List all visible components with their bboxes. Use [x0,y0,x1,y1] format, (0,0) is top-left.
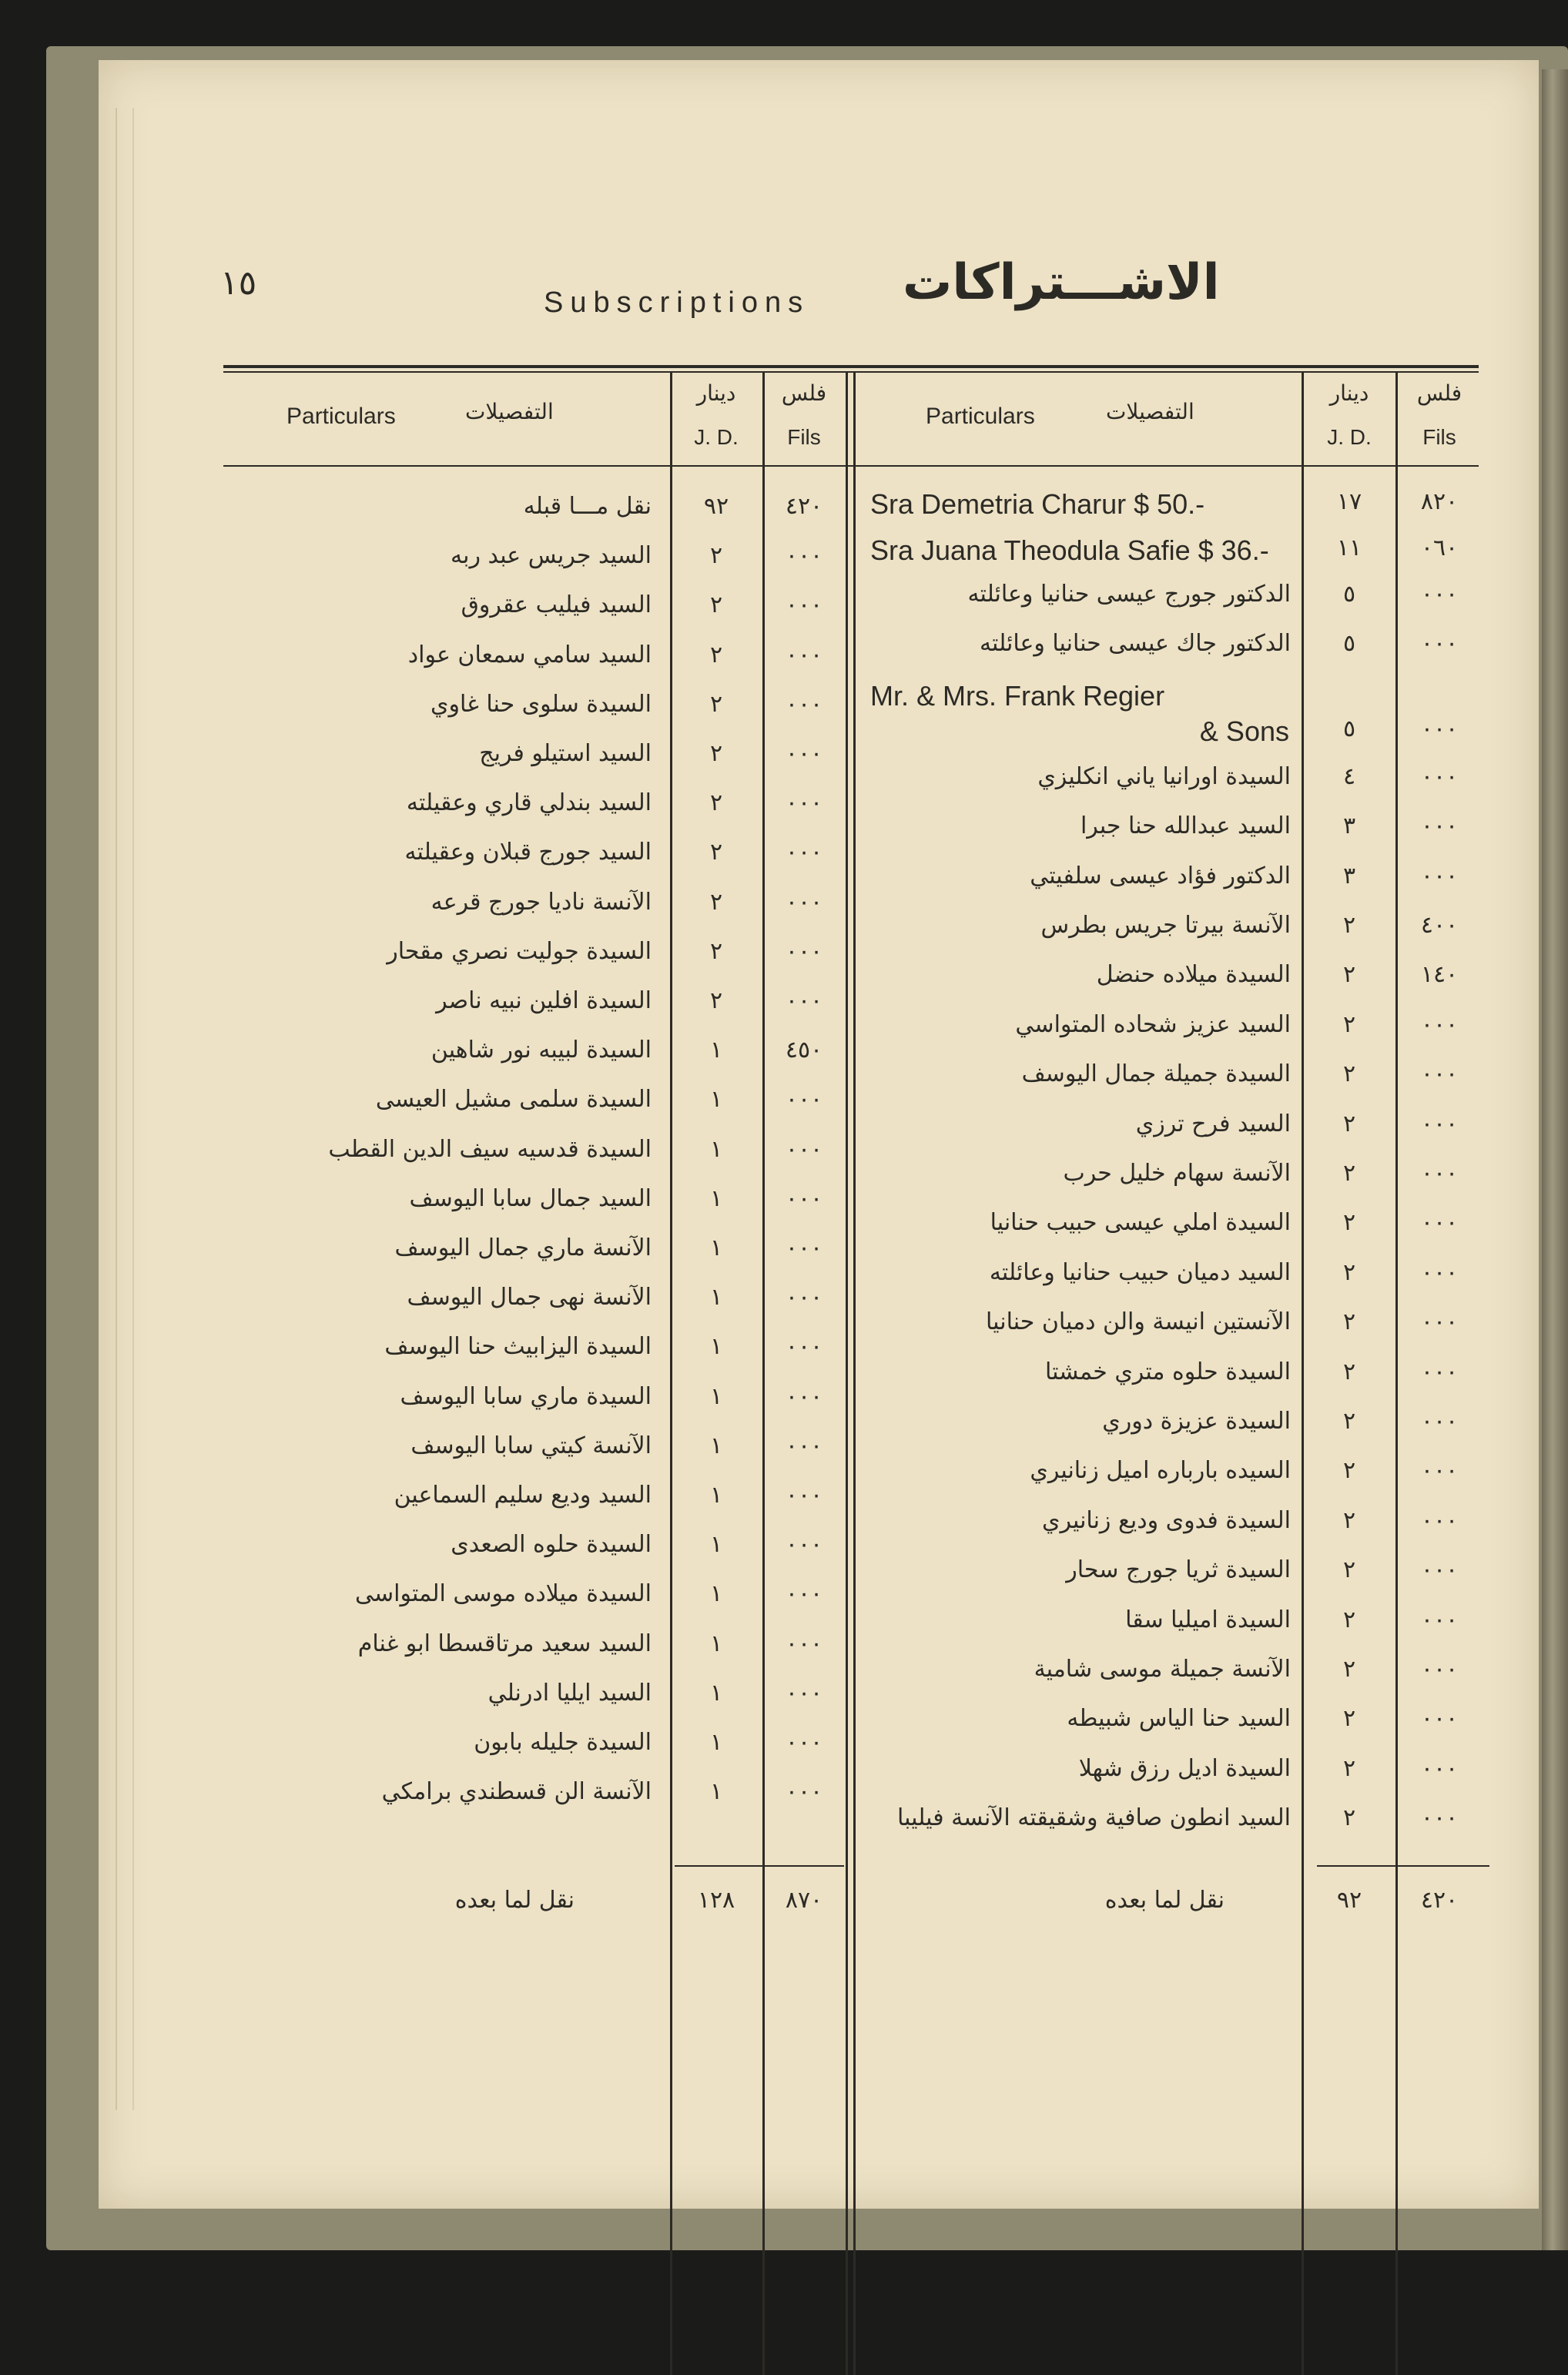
left-row-name: السيدة سلوى حنا غاوي [431,690,652,718]
right-row-dinar: ٢ [1342,961,1356,989]
right-row-name: Sra Juana Theodula Safie $ 36.- [870,534,1269,566]
left-row-dinar: ١ [709,1037,723,1064]
left-row-fils: ٠٠٠ [785,1778,823,1806]
right-row-dinar: ٢ [1342,1804,1356,1832]
left-total-dinar: ١٢٨ [697,1887,735,1914]
left-row-name: الآنسة نهى جمال اليوسف [407,1284,652,1311]
right-row-fils: ٠٠٠ [1420,1754,1459,1782]
left-row-dinar: ٢ [709,987,723,1014]
left-row-name: السيدة سلمى مشيل العيسى [375,1086,652,1114]
left-row-fils: ٠٠٠ [785,1482,823,1509]
left-row-dinar: ١ [709,1234,723,1261]
left-row-name: السيد سعيد مرتاقسطا ابو غنام [357,1630,652,1657]
left-row-fils: ٠٠٠ [785,1135,823,1163]
left-row-dinar: ١ [709,1184,723,1212]
right-row-fils: ٠٠٠ [1420,1209,1459,1237]
right-row-name: السيدة عزيزة دوري [1102,1408,1291,1435]
right-row-name: الآنسة جميلة موسى شامية [1034,1656,1291,1683]
left-row-dinar: ٢ [709,740,723,767]
right-row-dinar: ٢ [1342,1060,1356,1088]
right-row-name: السيد عبدالله حنا جبرا [1080,812,1291,840]
right-row-name: السيد فرح ترزي [1135,1110,1291,1137]
right-row-name: الدكتور فؤاد عيسى سلفيتي [1030,862,1291,889]
right-row-dinar: ٢ [1342,1308,1356,1336]
right-row-fils: ٠٠٠ [1420,1705,1459,1733]
left-row-name: السيدة ماري سابا اليوسف [400,1382,652,1410]
right-row-fils: ٠٦٠ [1420,534,1459,561]
left-carry-forward-label: نقل لما بعده [454,1887,575,1914]
right-row-name-cont: & Sons [1199,715,1289,747]
left-row-name: نقل مـــا قبله [523,493,652,520]
left-row-fils: ٠٠٠ [785,1086,823,1114]
left-row-name: الآنسة ناديا جورج قرعه [431,888,652,916]
right-row-dinar: ٢ [1342,1656,1356,1683]
left-row-name: السيد بندلي قاري وعقيلته [406,789,652,817]
right-row-fils: ٠٠٠ [1420,1804,1459,1832]
left-row-fils: ٠٠٠ [785,1580,823,1608]
left-row-fils: ٠٠٠ [785,1333,823,1361]
right-row-name: السيدة جميلة جمال اليوسف [1021,1060,1291,1088]
left-row-fils: ٠٠٠ [785,1679,823,1707]
left-row-dinar: ١ [709,1382,723,1410]
right-row-dinar: ٥ [1342,715,1356,742]
left-row-name: السيد جورج قبلان وعقيلته [404,839,652,866]
right-row-fils: ٠٠٠ [1420,1656,1459,1683]
left-row-fils: ٠٠٠ [785,1630,823,1657]
left-row-fils: ٠٠٠ [785,591,823,619]
left-row-dinar: ١ [709,1778,723,1806]
right-row-fils: ٠٠٠ [1420,630,1459,658]
right-row-name: الآنسة بيرتا جريس بطرس [1040,912,1291,939]
left-row-name: السيد ايليا ادرنلي [487,1679,652,1707]
left-row-fils: ٠٠٠ [785,937,823,965]
right-total-dinar: ٩٢ [1336,1887,1362,1914]
right-header-particulars-ar: التفصيلات [1106,399,1194,424]
right-row-name: السيد دميان حبيب حنانيا وعائلته [989,1258,1291,1286]
left-row-dinar: ٢ [709,888,723,916]
right-row-fils: ٠٠٠ [1420,862,1459,889]
left-row-dinar: ٢ [709,542,723,570]
left-header-jd: J. D. [694,425,739,449]
right-row-name: السيد حنا الياس شبيطه [1067,1705,1291,1733]
right-header-dinar-ar: دينار [1329,380,1369,406]
left-row-dinar: ١ [709,1531,723,1559]
left-row-name: السيدة جوليت نصري مقحار [387,937,652,965]
right-row-dinar: ٢ [1342,1209,1356,1237]
left-row-fils: ٠٠٠ [785,1432,823,1459]
left-row-name: السيدة قدسيه سيف الدين القطب [328,1135,652,1163]
right-row-name: السيد عزيز شحاده المتواسي [1015,1010,1291,1038]
right-row-dinar: ١١ [1336,534,1362,561]
left-row-fils: ٠٠٠ [785,987,823,1014]
title-english: Subscriptions [544,286,810,319]
left-total-rule [675,1865,844,1867]
left-row-dinar: ١ [709,1580,723,1608]
right-row-fils: ٠٠٠ [1420,581,1459,608]
right-row-dinar: ٣ [1342,862,1356,889]
right-row-name: السيده بارباره اميل زنانيري [1030,1457,1291,1485]
right-row-dinar: ٤ [1342,762,1356,790]
left-col-divider-2 [762,373,765,2375]
left-row-fils: ٠٠٠ [785,1234,823,1261]
left-row-fils: ٠٠٠ [785,740,823,767]
right-row-fils: ١٤٠ [1420,961,1459,989]
right-row-fils: ٠٠٠ [1420,1110,1459,1137]
left-row-fils: ٤٢٠ [785,493,823,520]
left-row-name: السيد استيلو فريج [479,740,652,767]
right-row-name: Mr. & Mrs. Frank Regier [870,679,1165,712]
left-row-dinar: ١ [709,1432,723,1459]
right-row-dinar: ١٧ [1336,488,1362,515]
right-row-dinar: ٢ [1342,1457,1356,1485]
left-row-name: السيد جمال سابا اليوسف [409,1184,652,1212]
right-header-jd: J. D. [1327,425,1372,449]
right-row-dinar: ٥ [1342,581,1356,608]
right-row-name: السيدة فدوى وديع زنانيري [1042,1506,1291,1534]
left-row-name: السيدة لبيبه نور شاهين [431,1037,652,1064]
left-row-fils: ٠٠٠ [785,789,823,817]
header-bottom-rule [223,465,1479,467]
left-header-dinar-ar: دينار [696,380,736,406]
right-row-name: السيدة ميلاده حنضل [1096,961,1291,989]
right-row-name: السيدة املي عيسى حبيب حنانيا [990,1209,1291,1237]
right-row-dinar: ٢ [1342,1606,1356,1633]
right-row-fils: ٠٠٠ [1420,1258,1459,1286]
left-row-fils: ٠٠٠ [785,1184,823,1212]
right-carry-forward-label: نقل لما بعده [1104,1887,1225,1914]
right-row-dinar: ٢ [1342,1754,1356,1782]
right-row-dinar: ٢ [1342,1010,1356,1038]
right-row-dinar: ٢ [1342,1556,1356,1584]
left-row-name: السيدة حلوه الصعدى [451,1531,652,1559]
left-col-divider-1 [670,373,672,2375]
left-header-fils-ar: فلس [781,380,827,406]
left-row-name: السيد سامي سمعان عواد [407,641,652,668]
left-row-name: الآنسة الن قسطندي برامكي [381,1778,652,1806]
right-total-fils: ٤٢٠ [1420,1887,1459,1914]
title-arabic: الاشـــتراكات [903,254,1220,311]
book-spine-edge [1542,69,1568,2250]
left-header-particulars-ar: التفصيلات [465,399,554,424]
right-row-name: الدكتور جورج عيسى حنانيا وعائلته [967,581,1291,608]
right-row-dinar: ٢ [1342,1408,1356,1435]
left-row-dinar: ١ [709,1679,723,1707]
right-row-dinar: ٢ [1342,1110,1356,1137]
left-row-name: السيدة ميلاده موسى المتواسى [354,1580,652,1608]
page-number: ١٥ [220,263,257,303]
left-header-particulars-en: Particulars [286,404,396,429]
header-top-rule-thin [223,371,1479,373]
right-row-fils: ٠٠٠ [1420,1358,1459,1385]
left-row-dinar: ١ [709,1729,723,1756]
right-row-name: السيدة ثريا جورج سحار [1066,1556,1291,1584]
left-row-dinar: ٢ [709,591,723,619]
left-row-fils: ٠٠٠ [785,1729,823,1756]
right-header-fils-ar: فلس [1416,380,1462,406]
right-row-dinar: ٢ [1342,1258,1356,1286]
right-row-name: السيد انطون صافية وشقيقته الآنسة فيليبا [896,1804,1291,1832]
left-row-name: السيدة جليله بابون [474,1729,652,1756]
right-row-name: السيدة اورانيا ياني انكليزي [1037,762,1291,790]
right-row-name: الآنسة سهام خليل حرب [1063,1160,1291,1187]
right-row-fils: ٠٠٠ [1420,1408,1459,1435]
left-row-fils: ٠٠٠ [785,1382,823,1410]
right-row-dinar: ٢ [1342,1506,1356,1534]
right-row-dinar: ٢ [1342,1358,1356,1385]
left-header-fils-en: Fils [787,425,821,449]
left-row-name: السيدة اليزابيث حنا اليوسف [384,1333,652,1361]
left-row-name: السيد جريس عبد ربه [451,542,652,570]
header-top-rule [223,365,1479,368]
left-row-fils: ٤٥٠ [785,1037,823,1064]
right-row-name: السيدة حلوه متري خمشتا [1044,1358,1291,1385]
left-row-name: الآنسة ماري جمال اليوسف [394,1234,652,1261]
left-row-fils: ٠٠٠ [785,690,823,718]
left-row-fils: ٠٠٠ [785,1531,823,1559]
left-row-dinar: ٢ [709,690,723,718]
right-row-fils: ٠٠٠ [1420,1556,1459,1584]
left-row-fils: ٠٠٠ [785,542,823,570]
right-row-dinar: ٢ [1342,1160,1356,1187]
right-total-rule [1317,1865,1489,1867]
right-row-name: Sra Demetria Charur $ 50.- [870,488,1205,520]
right-row-fils: ٠٠٠ [1420,812,1459,840]
left-row-name: السيدة افلين نبيه ناصر [436,987,652,1014]
right-row-fils: ٠٠٠ [1420,1457,1459,1485]
right-row-dinar: ٢ [1342,1705,1356,1733]
right-row-fils: ٠٠٠ [1420,762,1459,790]
left-row-name: السيد فيليب عقروق [461,591,652,619]
right-row-fils: ٠٠٠ [1420,1160,1459,1187]
right-row-name: السيدة اديل رزق شهلا [1078,1754,1291,1782]
left-row-name: الآنسة كيتي سابا اليوسف [410,1432,652,1459]
left-row-dinar: ١ [709,1135,723,1163]
left-total-fils: ٨٧٠ [785,1887,823,1914]
left-row-dinar: ١ [709,1086,723,1114]
center-divider-b [853,373,856,2375]
right-row-fils: ٠٠٠ [1420,1060,1459,1088]
left-row-dinar: ٢ [709,789,723,817]
page-leaves [116,108,134,2110]
left-row-fils: ٠٠٠ [785,839,823,866]
right-row-dinar: ٣ [1342,812,1356,840]
right-row-fils: ٤٠٠ [1420,912,1459,939]
right-row-fils: ٠٠٠ [1420,1010,1459,1038]
left-row-fils: ٠٠٠ [785,1284,823,1311]
left-row-dinar: ١ [709,1630,723,1657]
right-header-fils-en: Fils [1422,425,1456,449]
right-row-fils: ٨٢٠ [1420,488,1459,515]
right-row-dinar: ٢ [1342,912,1356,939]
left-row-dinar: ١ [709,1284,723,1311]
left-row-dinar: ٢ [709,839,723,866]
right-row-fils: ٠٠٠ [1420,715,1459,742]
left-row-dinar: ٢ [709,937,723,965]
right-row-dinar: ٥ [1342,630,1356,658]
right-row-name: الآنستين انيسة والن دميان حنانيا [986,1308,1291,1336]
left-row-dinar: ١ [709,1482,723,1509]
center-divider-a [846,373,848,2375]
right-row-fils: ٠٠٠ [1420,1606,1459,1633]
left-row-fils: ٠٠٠ [785,888,823,916]
left-row-name: السيد وديع سليم السماعين [394,1482,652,1509]
left-row-dinar: ٩٢ [703,493,729,520]
right-row-fils: ٠٠٠ [1420,1308,1459,1336]
left-row-dinar: ٢ [709,641,723,668]
left-row-fils: ٠٠٠ [785,641,823,668]
right-header-particulars-en: Particulars [926,404,1035,429]
left-row-dinar: ١ [709,1333,723,1361]
right-row-name: السيدة اميليا سقا [1125,1606,1291,1633]
right-row-fils: ٠٠٠ [1420,1506,1459,1534]
right-row-name: الدكتور جاك عيسى حنانيا وعائلته [979,630,1291,658]
